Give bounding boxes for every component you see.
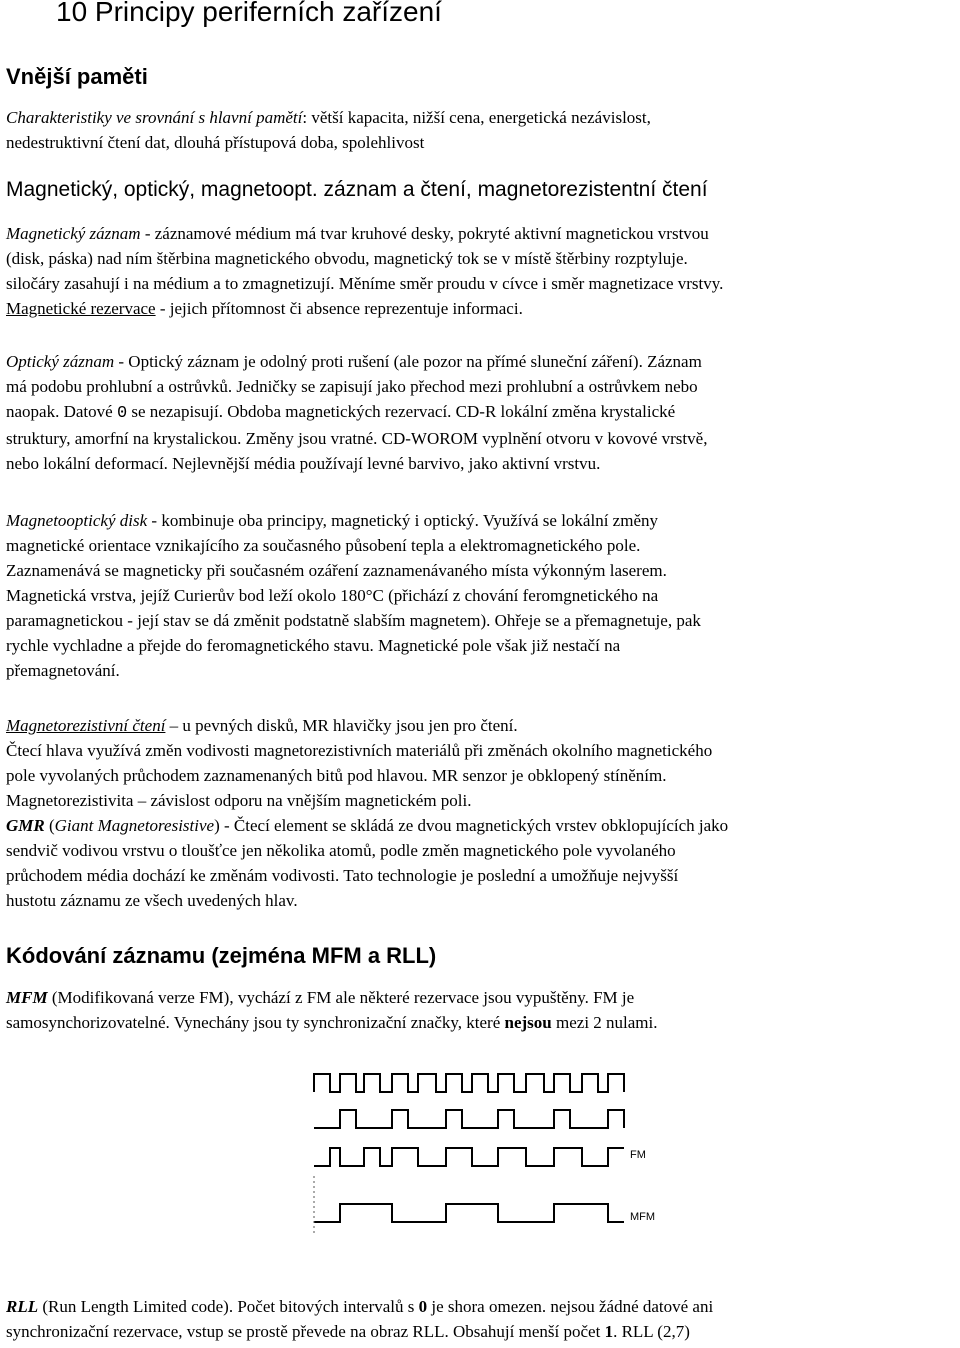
rll-line1b: je shora omezen. nejsou žádné datové ani xyxy=(427,1297,714,1316)
optical-recording-line3a: naopak. Datové xyxy=(6,402,117,421)
paragraph-rll xyxy=(6,1294,960,1344)
gmr-open-paren: ( xyxy=(44,816,55,835)
optical-recording-line1: - Optický záznam je odolný proti rušení (ale pozor na přímé sluneční záření). Záznam xyxy=(114,352,702,371)
characteristics-label: Charakteristiky ve srovnání s hlavní pamětí xyxy=(6,108,303,127)
magnetooptical-line3: Zaznamenává se magneticky při současném ozáření zaznamenávaného místa výkonným laserem. xyxy=(6,561,667,580)
magnetoresistive-line3: pole vyvolaných průchodem zaznamenaných bitů pod hlavou. MR senzor je obklopený stíněním. xyxy=(6,766,667,785)
mfm-bold-word: nejsou xyxy=(504,1013,552,1032)
rll-line2a: synchronizační rezervace, vstup se prostě převede na obraz RLL. Obsahují menší počet xyxy=(6,1322,605,1341)
magnetoresistive-line4: Magnetorezistivita – závislost odporu na vnějším magnetickém poli. xyxy=(6,791,472,810)
gmr-label: GMR xyxy=(6,816,45,835)
fm-mfm-waveform-figure xyxy=(300,1064,680,1264)
mfm-label: MFM xyxy=(6,988,48,1007)
optical-recording-label: Optický záznam xyxy=(6,352,115,371)
magnetoresistive-line7: průchodem média dochází ke změnám vodivosti. Tato technologie je poslední a umožňuje nejvyšší xyxy=(6,866,679,885)
magnetoresistive-line5: ) - Čtecí element se skládá ze dvou magnetických vrstev obklopujících jako xyxy=(214,816,729,835)
magnetic-recording-label: Magnetický záznam xyxy=(6,224,141,243)
characteristics-text: : větší kapacita, nižší cena, energetická nezávislost, xyxy=(302,108,651,127)
paragraph-magnetic-recording xyxy=(6,221,960,321)
page-title: 10 Principy periferních zařízení xyxy=(56,0,442,27)
fm-label: FM xyxy=(630,1149,646,1161)
optical-recording-line4: struktury, amorfní na krystalickou. Změny jsou vratné. CD-WOROM vyplnění otvoru v kovové vrstvě, xyxy=(6,429,708,448)
rll-label: RLL xyxy=(6,1297,39,1316)
magnetooptical-line5: paramagnetickou - její stav se dá změnit podstatně slabším magnetem). Ohřeje se a přemagnetuje, pak xyxy=(6,611,701,630)
magnetoresistive-line6: sendvič vodivou vrstvu o tloušťce jen několika atomů, podle změn magnetického pole vyvolaného xyxy=(6,841,676,860)
rll-line1a: (Run Length Limited code). Počet bitových intervalů s xyxy=(38,1297,419,1316)
rll-line2b: . RLL (2,7) xyxy=(613,1322,690,1341)
paragraph-mfm xyxy=(6,985,960,1035)
paragraph-magnetooptical-disk xyxy=(6,508,960,683)
top-pulse-train xyxy=(314,1074,624,1092)
optical-recording-line5: nebo lokální deformací. Nejlevnější média používají levné barvivo, jako aktivní vrstvu. xyxy=(6,454,601,473)
fm-waveform xyxy=(314,1148,624,1166)
paragraph-characteristics xyxy=(6,105,960,155)
magnetooptical-line1: - kombinuje oba principy, magnetický i optický. Využívá se lokální změny xyxy=(147,511,658,530)
magnetooptical-line4: Magnetická vrstva, jejíž Curierův bod leží okolo 180°C (přichází z chování feromgnetického na xyxy=(6,586,659,605)
magnetic-recording-line2: (disk, páska) nad ním štěrbina magnetického obvodu, magnetický tok se v místě štěrbiny rozptyluje. xyxy=(6,249,688,268)
section-heading-encoding: Kódování záznamu (zejména MFM a RLL) xyxy=(6,943,437,968)
gmr-full-name: Giant Magnetoresistive xyxy=(54,816,215,835)
magnetoresistive-line1: – u pevných disků, MR hlavičky jsou jen pro čtení. xyxy=(165,716,518,735)
characteristics-line2: nedestruktivní čtení dat, dlouhá přístupová doba, spolehlivost xyxy=(6,133,425,152)
magnetooptical-line6: rychle vychladne a přejde do feromagnetického stavu. Magnetické pole však již nestačí na xyxy=(6,636,621,655)
rll-bold-zero: 0 xyxy=(418,1297,428,1316)
magnetooptical-label: Magnetooptický disk xyxy=(6,511,148,530)
rll-bold-one: 1 xyxy=(604,1322,614,1341)
magnetic-reservations-label: Magnetické rezervace xyxy=(6,299,156,318)
magnetooptical-line2: magnetické orientace vznikajícího za současného působení tepla a elektromagnetického pole. xyxy=(6,536,641,555)
magnetic-recording-line1: - záznamové médium má tvar kruhové desky, pokryté aktivní magnetickou vrstvou xyxy=(140,224,709,243)
mfm-waveform xyxy=(314,1204,624,1222)
magnetic-recording-line4: - jejich přítomnost či absence reprezentuje informaci. xyxy=(155,299,523,318)
optical-recording-line2: má podobu prohlubní a ostrůvků. Jedničky se zapisují jako přechod mezi prohlubní a ostrůvkem nebo xyxy=(6,377,698,396)
mfm-line2b: mezi 2 nulami. xyxy=(551,1013,658,1032)
optical-recording-line3b: se nezapisují. Obdoba magnetických rezervací. CD-R lokální změna krystalické xyxy=(127,402,676,421)
magnetoresistive-line8: hustotu záznamu ze všech uvedených hlav. xyxy=(6,891,298,910)
magnetic-recording-line3: siločáry zasahují i na médium a to zmagnetizují. Měníme směr proudu v cívce i směr magnetizace vrstvy. xyxy=(6,274,724,293)
mfm-line2a: samosynchorizovatelné. Vynechány jsou ty synchronizační značky, které xyxy=(6,1013,505,1032)
magnetooptical-line7: přemagnetování. xyxy=(6,661,120,680)
second-pulse-train xyxy=(314,1110,624,1128)
mfm-waveform-label: MFM xyxy=(630,1211,656,1223)
paragraph-optical-recording xyxy=(6,349,960,476)
section-heading-external-memory: Vnější paměti xyxy=(6,64,148,89)
section-heading-recording: Magnetický, optický, magnetoopt. záznam a čtení, magnetorezistentní čtení xyxy=(6,178,708,201)
paragraph-magnetoresistive-reading xyxy=(6,713,960,913)
magnetoresistive-line2: Čtecí hlava využívá změn vodivosti magnetorezistivních materiálů při změnách okolního magnetického xyxy=(6,741,713,760)
mfm-line1: (Modifikovaná verze FM), vychází z FM ale některé rezervace jsou vypuštěny. FM je xyxy=(47,988,635,1007)
magnetoresistive-label: Magnetorezistivní čtení xyxy=(6,716,166,735)
optical-zero-code: 0 xyxy=(116,404,128,423)
